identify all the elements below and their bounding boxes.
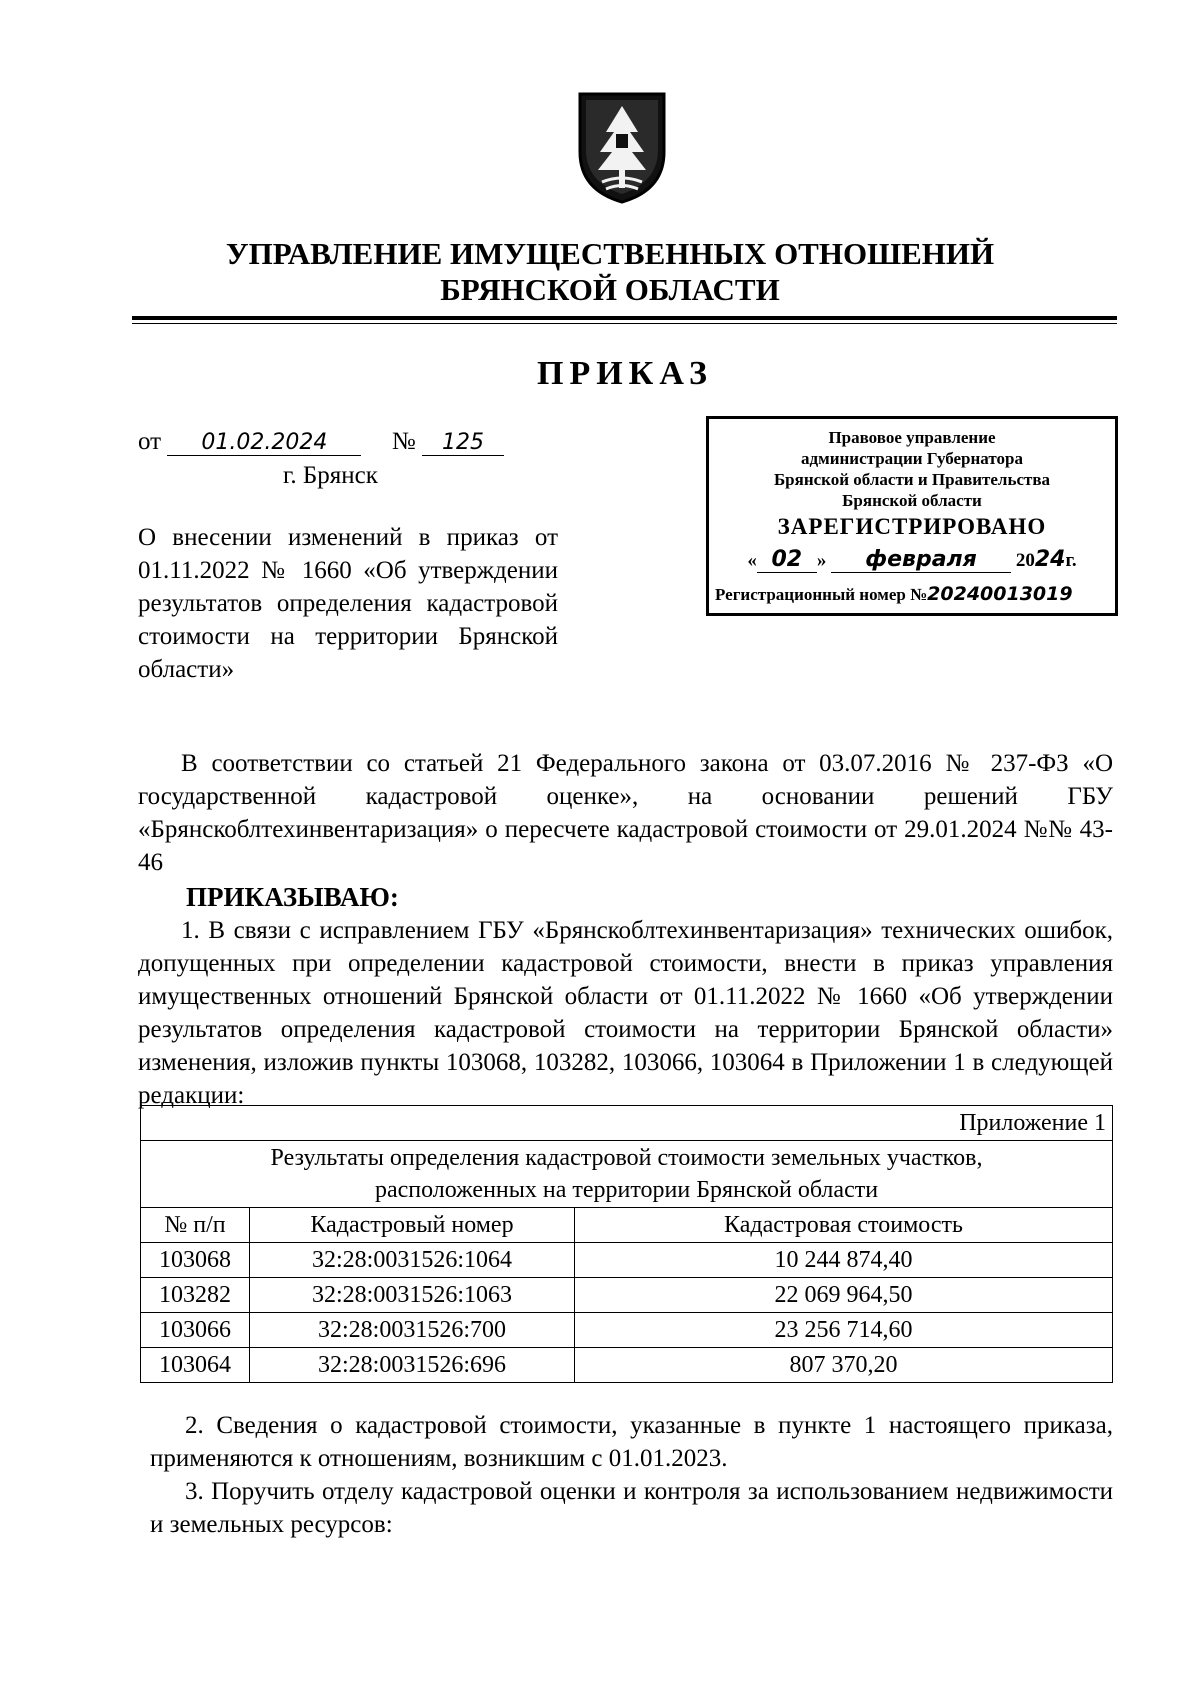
coat-of-arms-emblem: [576, 90, 668, 205]
header-number: № п/п: [141, 1208, 250, 1243]
stamp-line-4: Брянской области: [842, 491, 982, 510]
stamp-line-1: Правовое управление: [828, 428, 996, 447]
stamp-registration-line: [709, 583, 1115, 605]
number-label: №: [391, 428, 416, 455]
stamp-reg-number: 20240013019: [927, 583, 1073, 605]
order-number: 125: [422, 430, 504, 456]
appendix-label: Приложение 1: [141, 1106, 1113, 1141]
organization-title-line1: УПРАВЛЕНИЕ ИМУЩЕСТВЕННЫХ ОТНОШЕНИЙ: [225, 236, 995, 271]
stamp-reg-label: Регистрационный номер №: [715, 585, 928, 604]
stamp-line-3: Брянской области и Правительства: [773, 470, 1051, 489]
order-date-number-line: [138, 428, 504, 456]
stamp-year-unit: г.: [1065, 550, 1077, 571]
registration-stamp: [706, 416, 1118, 616]
document-type-title: ПРИКАЗ: [537, 355, 713, 392]
order-subject: О внесении изменений в приказ от 01.11.2022 № 1660 «Об утверждении результатов определения кадастровой стоимости на территории Брянской области»: [138, 524, 558, 683]
item-2-paragraph: 2. Сведения о кадастровой стоимости, указанные в пункте 1 настоящего приказа, применяются к отношениям, возникшим с 01.01.2023.: [150, 1412, 1113, 1472]
row-number: 103066: [141, 1313, 250, 1348]
row-cadastral-number: 32:28:0031526:696: [250, 1348, 575, 1383]
organization-title: [160, 236, 1060, 308]
cadastral-value-table: [140, 1105, 1113, 1383]
organization-title-line2: БРЯНСКОЙ ОБЛАСТИ: [440, 272, 780, 307]
stamp-status: ЗАРЕГИСТРИРОВАНО: [777, 514, 1047, 539]
row-cadastral-value: 10 244 874,40: [575, 1243, 1113, 1278]
table-row: [141, 1348, 1113, 1383]
header-cadastral-number: Кадастровый номер: [250, 1208, 575, 1243]
row-cadastral-number: 32:28:0031526:700: [250, 1313, 575, 1348]
row-cadastral-number: 32:28:0031526:1064: [250, 1243, 575, 1278]
row-number: 103282: [141, 1278, 250, 1313]
table-row: [141, 1278, 1113, 1313]
stamp-day: 02: [757, 547, 817, 573]
table-caption-line1: Результаты определения кадастровой стоимости земельных участков,: [270, 1145, 983, 1171]
table-caption: [141, 1141, 1113, 1208]
stamp-year-prefix: 20: [1015, 550, 1035, 571]
header-cadastral-value: Кадастровая стоимость: [575, 1208, 1113, 1243]
intro-paragraph: В соответствии со статьей 21 Федерального закона от 03.07.2016 № 237-ФЗ «О государственной кадастровой оценке», на основании решений ГБУ «Брянскоблтехинвентаризация» о пересчете кадастровой стоимости от 29.01.2024 №№ 43-46: [138, 750, 1113, 876]
stamp-date: « 02 » февраля 2024г.: [747, 547, 1077, 572]
table-row: [141, 1313, 1113, 1348]
header-divider-thick: [132, 316, 1117, 320]
table-header-row: [141, 1208, 1113, 1243]
item-1-paragraph: 1. В связи с исправлением ГБУ «Брянскоблтехинвентаризация» технических ошибок, допущенных при определении кадастровой стоимости, внести в приказ управления имущественных отношений Брянской области от 01.11.2022 № 1660 «Об утверждении результатов определения кадастровой стоимости на территории Брянской области» изменения, изложив пункты 103068, 103282, 103066, 103064 в Приложении 1 в следующей редакции:: [138, 917, 1113, 1109]
stamp-month: февраля: [831, 547, 1011, 573]
row-number: 103068: [141, 1243, 250, 1278]
from-label: от: [138, 428, 162, 455]
table-caption-line2: расположенных на территории Брянской области: [374, 1177, 879, 1203]
row-cadastral-value: 807 370,20: [575, 1348, 1113, 1383]
stamp-year-suffix: 24: [1034, 547, 1066, 572]
table-caption-row: [141, 1141, 1113, 1208]
row-number: 103064: [141, 1348, 250, 1383]
row-cadastral-number: 32:28:0031526:1063: [250, 1278, 575, 1313]
stamp-line-2: администрации Губернатора: [801, 449, 1023, 468]
city-label: г. Брянск: [283, 462, 378, 489]
table-row: [141, 1243, 1113, 1278]
item-3-paragraph: 3. Поручить отделу кадастровой оценки и контроля за использованием недвижимости и земельных ресурсов:: [150, 1478, 1113, 1538]
table-appendix-row: [141, 1106, 1113, 1141]
order-word: ПРИКАЗЫВАЮ:: [186, 882, 399, 912]
header-divider-thin: [132, 323, 1117, 324]
order-date: 01.02.2024: [167, 430, 361, 456]
row-cadastral-value: 22 069 964,50: [575, 1278, 1113, 1313]
row-cadastral-value: 23 256 714,60: [575, 1313, 1113, 1348]
